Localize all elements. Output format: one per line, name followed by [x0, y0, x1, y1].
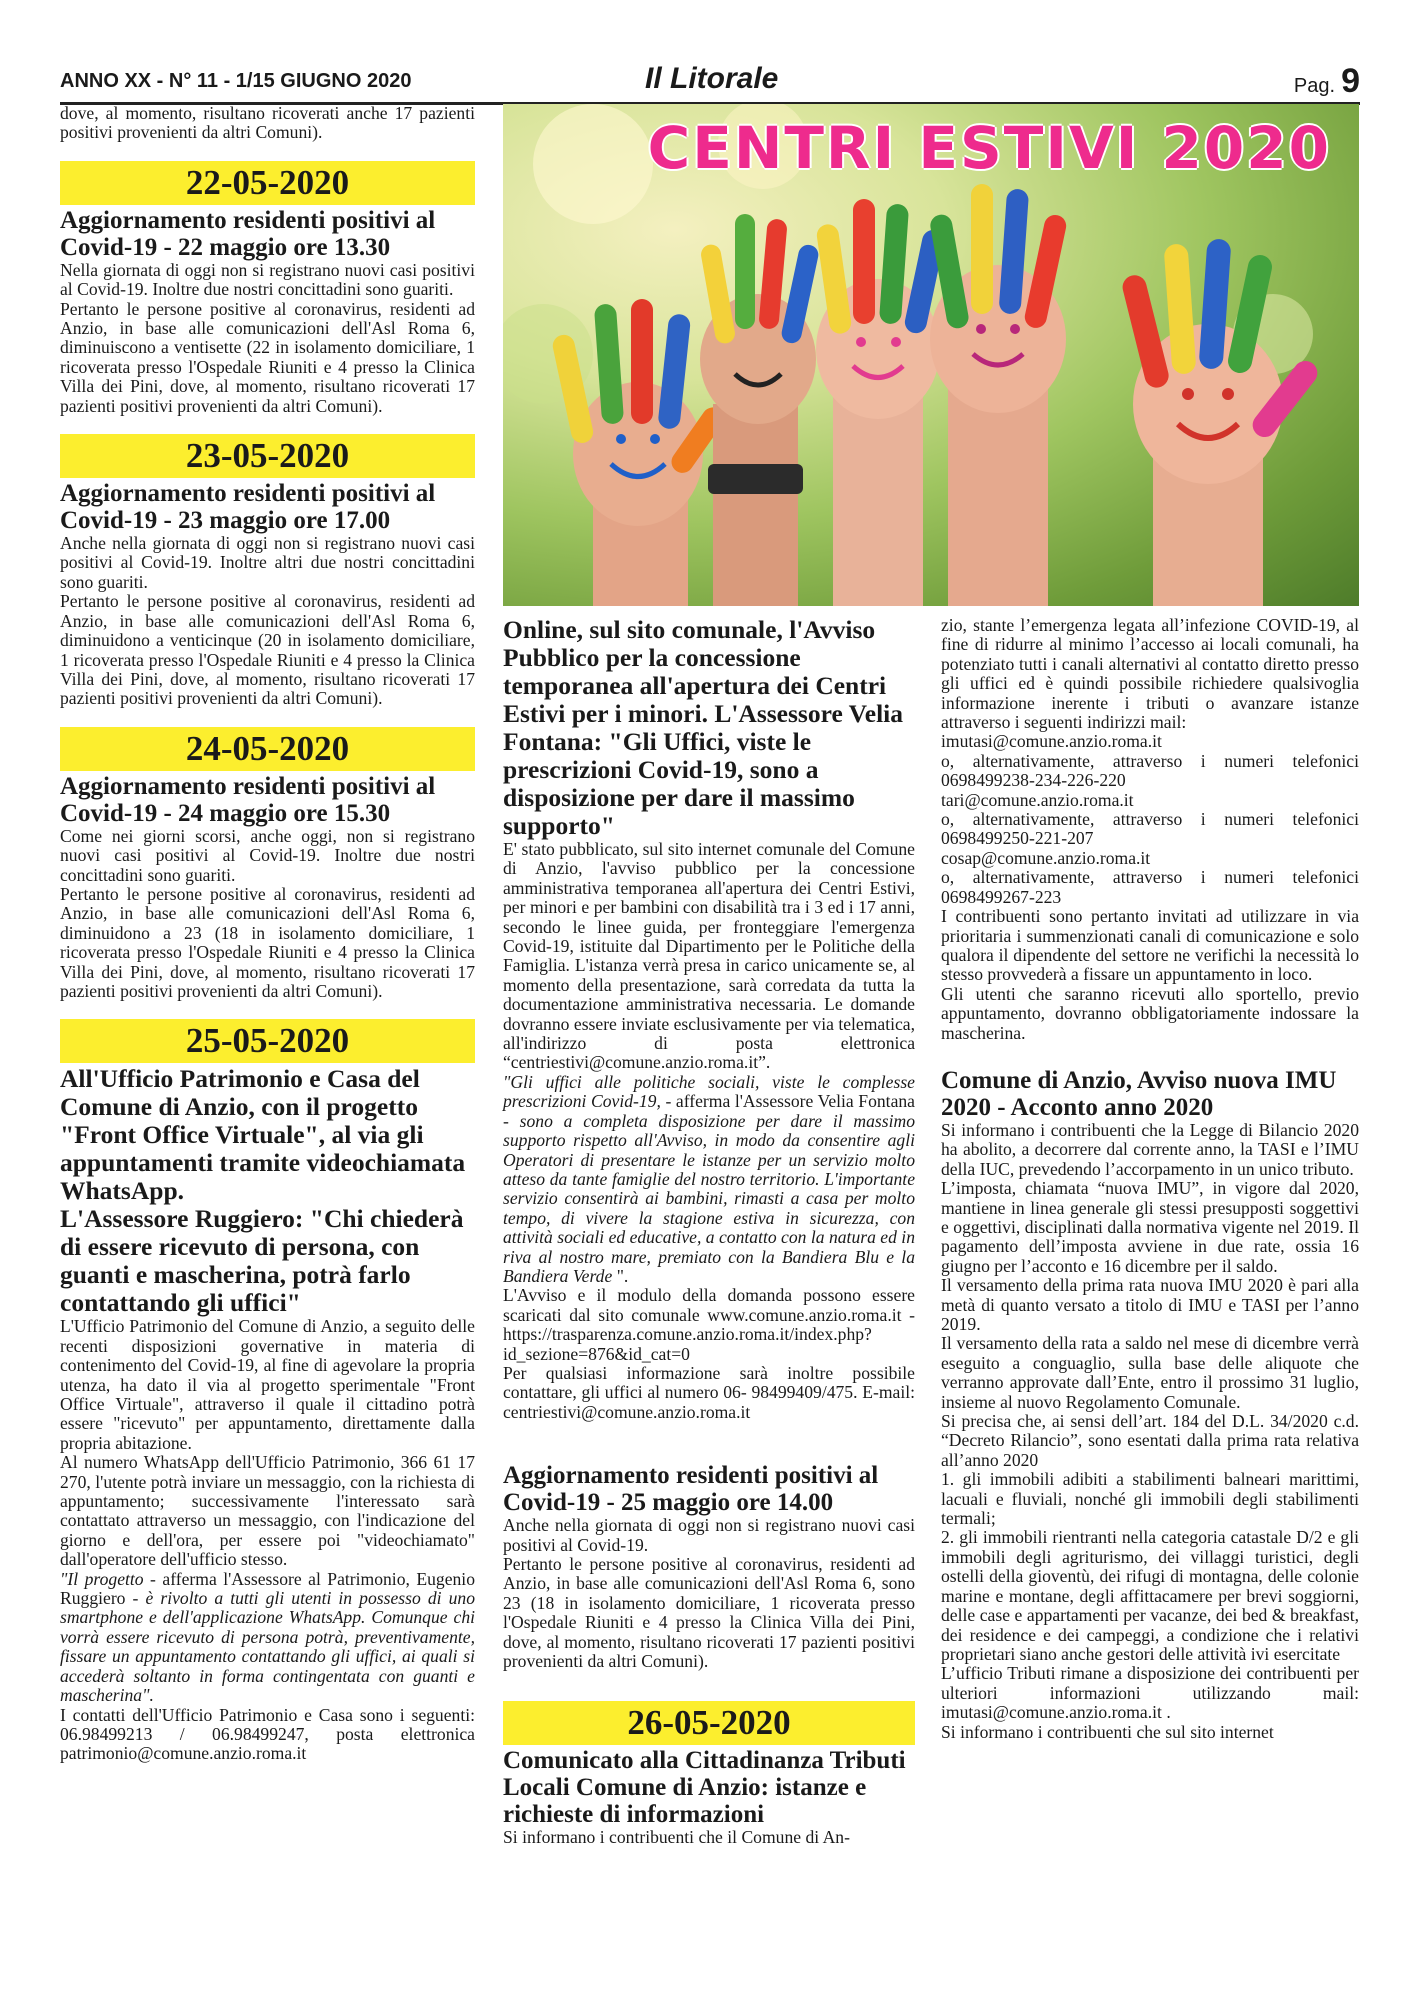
quote-start: "Gli uffici alle politiche sociali, viste le complesse prescrizioni Covid-19,: [503, 1071, 915, 1112]
phone-line: o, alternativamente, attraverso i numeri telefonici 0698499238-234-226-220: [941, 750, 1359, 791]
quote-text: sono a completa disposizione per dare il massimo supporto rispetto all'Avviso, in modo da consentire agli Operatori di presentare le istanze per un servizio molto atteso da tante famiglie del nostro territorio. L'importante servizio consentirà ai bambini, rimasti a casa per molto tempo, di vivere la stagione estiva in sicurezza, con attività sociali ed educative, a contatto con la natura ed in riva al nostro mare, premiato con la Bandiera Blu e la Bandiera Verde: [503, 1110, 915, 1286]
article-title: Aggiornamento residenti positivi al Covid-19 - 24 maggio ore 15.30: [60, 772, 436, 827]
article-paragraph: Si precisa che, ai sensi dell’art. 184 del D.L. 34/2020 c.d. “Decreto Rilancio”, sono esentati dalla prima rata relativa all’anno 2020: [941, 1411, 1359, 1470]
date-banner: 23-05-2020: [60, 434, 475, 478]
article-title: Aggiornamento residenti positivi al Covid-19 - 25 maggio ore 14.00: [503, 1462, 879, 1517]
article-quote: [60, 1570, 475, 1706]
issue-info: ANNO XX - N° 11 - 1/15 GIUGNO 2020: [60, 70, 412, 92]
article-paragraph: Al numero WhatsApp dell'Ufficio Patrimonio, 366 61 17 270, l'utente potrà inviare un messaggio, con la richiesta di appuntamento; successivamente l'interessato sarà contattato attraverso un messaggio, con l'indicazione del giorno e dell'ora, per essere poi "videochiamato" dall'operatore dell'ufficio stesso.: [60, 1452, 475, 1570]
article-paragraph: Si informano i contribuenti che il Comune di An-: [503, 1827, 850, 1848]
article-title: Aggiornamento residenti positivi al Covid-19 - 23 maggio ore 17.00: [60, 480, 436, 535]
date-banner: 24-05-2020: [60, 727, 475, 771]
article-paragraph: Pertanto le persone positive al coronavirus, residenti ad Anzio, in base alle comunicazioni dell'Asl Roma 6, sono 23 (18 in isolamento domiciliare, 1 ricoverata presso l'Ospedale Riuniti e 4 presso la Clinica Villa dei Pini, dove, al momento, risultano ricoverati 17 pazienti positivi provenienti da altri Comuni).: [503, 1554, 915, 1672]
article-title: Aggiornamento residenti positivi al Covid-19 - 22 maggio ore 13.30: [60, 206, 436, 261]
date-banner: 22-05-2020: [60, 161, 475, 205]
phone-line: o, alternativamente, attraverso i numeri telefonici 0698499267-223: [941, 867, 1359, 907]
column-1: [60, 104, 475, 1764]
article-title: Comunicato alla Cittadinanza Tributi Locali Comune di Anzio: istanze e richieste di informazioni: [503, 1747, 906, 1829]
page-header: [60, 62, 1360, 105]
article-paragraph: L'Ufficio Patrimonio del Comune di Anzio, a seguito delle recenti disposizioni governative in materia di contenimento del Covid-19, al fine di agevolare la propria utenza, ha dato il via al progetto sperimentale "Front Office Virtuale", attraverso il quale il cittadino potrà essere "ricevuto" per appuntamento, direttamente dalla propria abitazione.: [60, 1316, 475, 1453]
page-label: Pag.: [1293, 75, 1336, 97]
article-paragraph: Il versamento della rata a saldo nel mese di dicembre verrà eseguito a conguaglio, sulla base delle aliquote che verranno approvate dall’Ente, entro il prossimo 31 luglio, insieme al nuovo Regolamento Comunale.: [941, 1333, 1359, 1412]
article-paragraph: Pertanto le persone positive al coronavirus, residenti ad Anzio, in base alle comunicazioni dell'Asl Roma 6, diminuidono a 23 (18 in isolamento domiciliare, 1 ricoverata presso l'Ospedale Riuniti e 4 presso la Clinica Villa dei Pini, dove, al momento, risultano ricoverati 17 pazienti positivi provenienti da altri Comuni).: [60, 883, 475, 1001]
date-banner: 25-05-2020: [60, 1019, 475, 1063]
article-paragraph: Gli utenti che saranno ricevuti allo sportello, previo appuntamento, dovranno obbligatoriamente indossare la mascherina.: [941, 983, 1359, 1043]
masthead: Il Litorale: [645, 62, 779, 95]
article-title: Online, sul sito comunale, l'Avviso Pubblico per la concessione temporanea all'apertura dei Centri Estivi per i minori. L'Assessore Velia Fontana: "Gli Uffici, viste le prescrizioni Covid-19, sono a disposizione per dare il massimo supporto": [503, 615, 903, 840]
article-paragraph: Come nei giorni scorsi, anche oggi, non si registrano nuovi casi positivi al Covid-19. Inoltre due nostri concittadini sono guariti.: [60, 825, 475, 885]
article-paragraph: I contribuenti sono pertanto invitati ad utilizzare in via prioritaria i summenzionati canali di comunicazione e solo qualora il dipendente del settore ne verifichi la necessità lo stesso provvederà a fissare un appuntamento in loco.: [941, 906, 1359, 985]
article-paragraph: Si informano i contribuenti che la Legge di Bilancio 2020 ha abolito, a decorrere dal corrente anno, la TASI e l’IMU della IUC, prevedendo l’accorpamento in un unico tributo.: [941, 1119, 1359, 1179]
quote-text: è rivolto a tutti gli utenti in possesso di uno smartphone e dell'applicazione WhatsApp. Comunque chi vorrà essere ricevuto di persona potrà, preventivamente, fissare un appuntamento contattando gli uffici, ai quali si accederà soltanto in forma contingentata con guanti e mascherina".: [60, 1588, 475, 1706]
article-quote: [503, 1073, 915, 1286]
email-line: tari@comune.anzio.roma.it: [941, 789, 1134, 810]
page-number: 9: [1341, 62, 1360, 100]
list-item: 1. gli immobili adibiti a stabilimenti balneari marittimi, lacuali e fluviali, nonché gli immobili degli stabilimenti termali;: [941, 1469, 1359, 1529]
article-title: Comune di Anzio, Avviso nuova IMU 2020 - Acconto anno 2020: [941, 1066, 1337, 1121]
article-paragraph: E' stato pubblicato, sul sito internet comunale del Comune di Anzio, l'avviso pubblico per la concessione amministrativa temporanea all'apertura dei Centri Estivi, per minori e per bambini con disabilità tra i 3 ed i 17 anni, secondo le linee guida, per fronteggiare l'emergenza Covid-19, istituite dal Dipartimento per le Politiche della Famiglia. L'istanza verrà presa in carico unicamente se, al momento della presentazione, sarà corredata da tutta la documentazione amministrativa necessaria. Le domande dovranno essere inviate esclusivamente per via telematica, all'indirizzo di posta elettronica “centriestivi@comune.anzio.roma.it”.: [503, 839, 915, 1073]
article-paragraph: L’imposta, chiamata “nuova IMU”, in vigore dal 2020, mantiene in linea generale gli stessi presupposti soggettivi e oggettivi, disciplinati dalla normativa vigente nel 2019. Il pagamento dell’imposta avviene in due rate, ossia 16 giugno per l’acconto e 16 dicembre per il saldo.: [941, 1178, 1359, 1276]
article-paragraph: Nella giornata di oggi non si registrano nuovi casi positivi al Covid-19. Inoltre due nostri concittadini sono guariti.: [60, 259, 475, 300]
date-banner: 26-05-2020: [503, 1701, 915, 1745]
centri-estivi-photo: [503, 104, 1359, 606]
phone-line: o, alternativamente, attraverso i numeri telefonici 0698499250-221-207: [941, 809, 1359, 849]
page-indicator: [1294, 62, 1360, 101]
quote-attribution: - afferma l'Assessore al Patrimonio, Eugenio Ruggiero -: [60, 1568, 475, 1609]
article-paragraph: Pertanto le persone positive al coronavirus, residenti ad Anzio, in base alle comunicazioni dell'Asl Roma 6, diminuidono a venticinque (20 in isolamento domiciliare, 1 ricoverata presso l'Ospedale Riuniti e 4 presso la Clinica Villa dei Pini, dove, al momento, risultano ricoverati 17 pazienti positivi provenienti da altri Comuni).: [60, 591, 475, 709]
list-item: 2. gli immobili rientranti nella categoria catastale D/2 e gli immobili degli agriturismo, dei villaggi turistici, degli ostelli della gioventù, dei rifugi di montagna, delle colonie marine e montane, degli affittacamere per brevi soggiorni, delle case e appartamenti per vacanze, dei bed & breakfast, dei residence e dei campeggi, a condizione che i relativi proprietari siano anche gestori delle attività ivi esercitate: [941, 1527, 1359, 1664]
email-line: imutasi@comune.anzio.roma.it: [941, 731, 1162, 752]
article-paragraph: Per qualsiasi informazione sarà inoltre possibile contattare, gli uffici al numero 06- 98499409/475. E-mail: centriestivi@comune.anzio.roma.it: [503, 1362, 915, 1422]
article-paragraph: Il versamento della prima rata nuova IMU 2020 è pari alla metà di quanto versato a titolo di IMU e TASI per l’anno 2019.: [941, 1275, 1359, 1334]
email-line: cosap@comune.anzio.roma.it: [941, 847, 1151, 868]
article-paragraph: Pertanto le persone positive al coronavirus, residenti ad Anzio, in base alle comunicazioni dell'Asl Roma 6, diminuiscono a ventisette (22 in isolamento domiciliare, 1 ricoverata presso l'Ospedale Riuniti e 4 presso la Clinica Villa dei Pini, dove, al momento, risultano ricoverati 17 pazienti positivi provenienti da altri Comuni).: [60, 298, 475, 416]
quote-end: ".: [612, 1265, 629, 1286]
article-paragraph: I contatti dell'Ufficio Patrimonio e Casa sono i seguenti: 06.98499213 / 06.98499247, posta elettronica patrimonio@comune.anzio.roma.it: [60, 1704, 475, 1764]
quote-start: "Il progetto: [60, 1568, 144, 1589]
article-paragraph: L’ufficio Tributi rimane a disposizione dei contribuenti per ulteriori informazioni utilizzando mail: imutasi@comune.anzio.roma.it .: [941, 1663, 1359, 1723]
article-subtitle: L'Assessore Ruggiero: "Chi chiederà di essere ricevuto di persona, con guanti e mascherina, potrà farlo contattando gli uffici": [60, 1204, 464, 1318]
continued-text: zio, stante l’emergenza legata all’infezione COVID-19, al fine di ridurre al minimo l’accesso ai locali comunali, ha potenziato tutti i canali alternativi al contatto diretto presso gli uffici ed è quindi possibile richiedere qualsivoglia informazione inerente i tributi o avanzare istanze attraverso i seguenti indirizzi mail:: [941, 615, 1359, 733]
quote-attribution: - afferma l'Assessore Velia Fontana -: [503, 1091, 915, 1131]
column-3: [941, 616, 1359, 1742]
article-paragraph: Si informano i contribuenti che sul sito internet: [941, 1721, 1274, 1742]
article-paragraph: L'Avviso e il modulo della domanda possono essere scaricati dal sito comunale www.comune.anzio.roma.it - https://trasparenza.comune.anzio.roma.it/index.php?id_sezione=876&id_cat=0: [503, 1285, 915, 1364]
column-2: [503, 616, 915, 1848]
article-paragraph: Anche nella giornata di oggi non si registrano nuovi casi positivi al Covid-19.: [503, 1515, 915, 1555]
article-paragraph: Anche nella giornata di oggi non si registrano nuovi casi positivi al Covid-19. Inoltre altri due nostri concittadini sono guariti.: [60, 533, 475, 592]
photo-title: CENTRI ESTIVI 2020: [647, 114, 1331, 182]
article-title: All'Ufficio Patrimonio e Casa del Comune di Anzio, con il progetto "Front Office Virtuale", al via gli appuntamenti tramite videochiamata WhatsApp.: [60, 1064, 466, 1206]
continued-text: dove, al momento, risultano ricoverati anche 17 pazienti positivi provenienti da altri Comuni).: [60, 103, 475, 143]
